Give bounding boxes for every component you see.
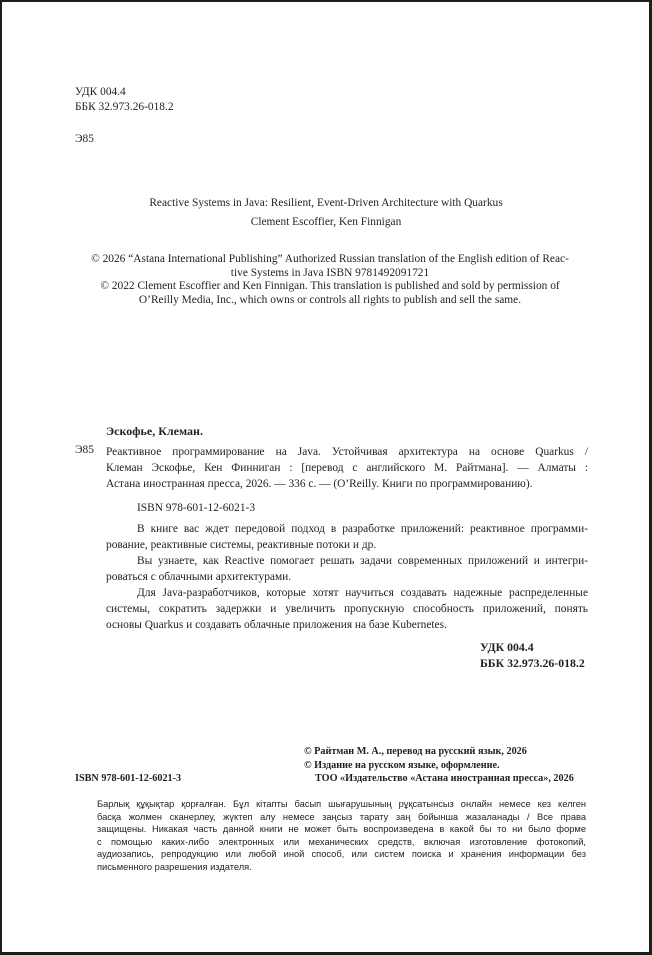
author-heading: Эскофье, Клеман. [106, 424, 203, 438]
author-code-top: Э85 [75, 133, 94, 145]
copyright-notice [70, 253, 590, 307]
edition-copyright: © Издание на русском языке, оформление. [304, 760, 500, 771]
legal-line: письменного разрешения издателя. [97, 861, 252, 872]
legal-line: аудиозапись, репродукцию или любой иной способ, или систем поиска и хранения информации без [97, 849, 586, 860]
annotation-line: В книге вас ждет передовой подход в разработке приложений: реактивное программи- [137, 523, 588, 535]
legal-line: с помощью каких-либо электронных или механических средств, включая изготовление фотокопий, [97, 836, 586, 847]
copyright-line: © 2022 Clement Escoffier and Ken Finnigan. This translation is published and sold by permission of [100, 280, 560, 292]
copyright-line: © 2026 “Astana International Publishing” Authorized Russian translation of the English edition of Reac- [91, 253, 569, 265]
annotation-line: Вы узнаете, как Reactive помогает решать задачи современных приложений и интегри- [137, 555, 588, 567]
legal-line: Барлық құқықтар қорғалған. Бұл кітапты басып шығарушының рұқсатынсыз онлайн немесе кез келген [97, 799, 586, 809]
original-title: Reactive Systems in Java: Resilient, Event-Driven Architecture with Quarkus [149, 197, 503, 209]
annotation-line: рование, реактивные системы, реактивные потоки и др. [106, 539, 377, 551]
annotation-line: основы Quarkus и создавать облачные приложения на базе Kubernetes. [106, 619, 447, 631]
annotation-line: Для Java-разработчиков, которые хотят научиться создавать надежные распределенные [137, 587, 588, 599]
annotation-line: роваться с облачными архитектурами. [106, 571, 292, 583]
bibliographic-code: Э85 [75, 444, 94, 456]
bibliographic-line: Астана иностранная пресса, 2026. — 336 с. — (O’Reilly. Книги по программированию). [106, 478, 533, 490]
copyright-line: O’Reilly Media, Inc., which owns or controls all rights to publish and sell the same. [138, 293, 522, 306]
udk-code-top: УДК 004.4 [75, 86, 126, 98]
publisher-copyright: ТОО «Издательство «Астана иностранная пресса», 2026 [315, 773, 574, 784]
annotation-line: системы, сократить задержки и увеличить пропускную способность приложений, понять [106, 603, 588, 615]
isbn-bottom: ISBN 978-601-12-6021-3 [75, 773, 182, 784]
original-authors: Clement Escoffier, Ken Finnigan [250, 216, 402, 228]
bbk-code-top: ББК 32.973.26-018.2 [75, 101, 174, 113]
copyright-line: tive Systems in Java ISBN 9781492091721 [230, 266, 430, 279]
legal-line: защищены. Никакая часть данной книги не может быть воспроизведена в какой бы то ни было форме [97, 824, 586, 835]
bibliographic-description [106, 444, 588, 492]
udk-code-bottom: УДК 004.4 [480, 640, 534, 654]
isbn-record: ISBN 978-601-12-6021-3 [137, 502, 256, 514]
legal-line: басқа жолмен сканерлеу, жүктеп алу немесе заңсыз тарату заң бойынша жазаланады / Все права [97, 811, 586, 822]
bbk-code-bottom: ББК 32.973.26-018.2 [480, 656, 585, 670]
translation-copyright: © Райтман М. А., перевод на русский язык, 2026 [304, 746, 527, 757]
annotation [106, 521, 588, 633]
bibliographic-line: Реактивное программирование на Java. Устойчивая архитектура на основе Quarkus / [106, 446, 588, 458]
bibliographic-line: Клеман Эскофье, Кен Финниган : [перевод с английского М. Райтмана]. — Алматы : [106, 462, 588, 474]
legal-notice [97, 798, 586, 874]
